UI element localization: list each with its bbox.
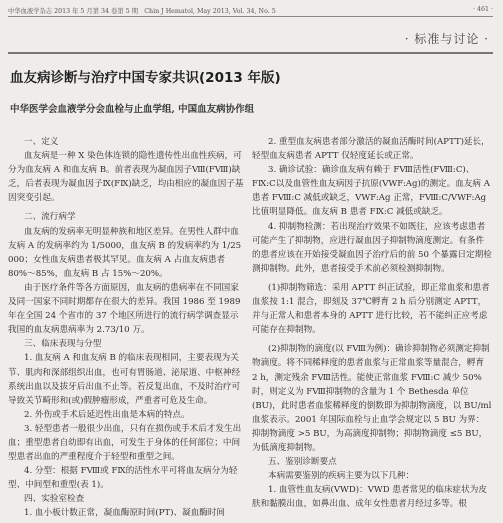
paragraph: (2)抑制物的滴度(以 FⅧ为例)：确诊抑制物必须测定抑制物滴度。将不同稀释度的患者血浆与正常血浆等量混合，孵育 2 h，测定残余 FⅧ活性。能使正常血浆 FⅧ:C 减少 50%时，则定义为 FⅧ抑制物的含量为 1 个 Bethesda 单位(BU)，此时患者血浆稀释度的倒数即为抑制物滴度，以 BU/ml 血浆表示。2001 年国际血栓与止血学会规定以 5 BU 为界：抑制物滴度 >5 BU，为高滴度抑制物；抑制物滴度 ≤5 BU，为低滴度抑制物。 [252, 344, 492, 453]
page-number: · 461 · [472, 6, 493, 13]
section-heading: 四、实验室检查 [24, 494, 85, 505]
section-heading: 三、临床表现与分型 [24, 339, 102, 350]
section-tag: · 标准与讨论 · [404, 32, 489, 46]
running-head [8, 6, 493, 15]
header-rule [8, 16, 493, 17]
section-rule [8, 52, 493, 54]
left-column [8, 135, 246, 521]
running-head-citation: 中华血液学杂志 2013 年 5 月第 34 卷第 5 期 Chin J Hematol, May 2013, Vol. 34, No. 5 [8, 8, 276, 15]
paragraph: 2. 重型血友病患者部分激活的凝血活酶时间(APTT)延长，轻型血友病患者 APTT 仅轻度延长或正常。 [252, 137, 490, 162]
paragraph: 3. 确诊试验：确诊血友病有赖于 FⅧ活性(FⅧ:C)、FⅨ:C以及血管性血友病因子抗原(VWF:Ag)的测定。血友病 A 患者 FⅧ:C 减低或缺乏，VWF:Ag 正常，FⅧ:C/VWF:Ag 比值明显降低。血友病 B 患者 FⅨ:C 减低或缺乏。 [252, 165, 490, 218]
paragraph: 血友病是一种 X 染色体连锁的隐性遗传性出血性疾病，可分为血友病 A 和血友病 B。前者表现为凝血因子Ⅷ(FⅧ)缺乏，后者表现为凝血因子Ⅸ(FⅨ)缺乏，均由相应的凝血因子基因突变引起。 [8, 151, 244, 204]
article-authors: 中华医学会血液学分会血栓与止血学组, 中国血友病协作组 [10, 104, 255, 115]
paragraph: 4. 抑制物检测：若出现治疗效果不如既往，应该考虑患者可能产生了抑制物，应进行凝血因子抑制物滴度测定。有条件的患者应该在开始接受凝血因子治疗后的前 50 个暴露日定期检测抑制物。此外，患者接受手术前必须检测抑制物。 [252, 221, 492, 274]
section-heading: 二、流行病学 [24, 212, 76, 223]
paragraph: 由于医疗条件等各方面原因，血友病的患病率在不同国家及同一国家不同时期都存在很大的差异。我国 1986 至 1989 年在全国 24 个省市的 37 个地区所进行的流行病学调查显示我国的血友病患病率为 2.73/10 万。 [8, 282, 241, 336]
paragraph: 1. 血友病 A 和血友病 B 的临床表现相同，主要表现为关节、肌肉和深部组织出血，也可有胃肠道、泌尿道、中枢神经系统出血以及拔牙后出血不止等。若反复出血，不及时治疗可导致关节畸形和(或)假肿瘤形成，严重者可危及生命。 [8, 353, 241, 406]
paragraph: 3. 轻型患者一般很少出血，只有在损伤或手术后才发生出血；重型患者自幼即有出血，可发生于身体的任何部位；中间型患者出血的严重程度介于轻型和重型之间。 [8, 423, 242, 463]
paragraph: (1)抑制物筛选：采用 APTT 纠正试验，即正常血浆和患者血浆按 1:1 混合，即刻及 37℃孵育 2 h 后分别测定 APTT，并与正常人和患者本身的 APTT 进行比较，若不能纠正应考虑可能存在抑制物。 [252, 282, 490, 336]
right-column [252, 135, 492, 511]
article-title: 血友病诊断与治疗中国专家共识(2013 年版) [10, 70, 281, 86]
paragraph: 1. 血管性血友病(VWD)：VWD 患者常见的临床症状为皮肤和黏膜出血，如鼻出血、成年女性患者月经过多等。根 [252, 485, 487, 510]
paragraph: 4. 分型：根据 FⅧ或 FⅨ的活性水平可将血友病分为轻型、中间型和重型(表 1)。 [8, 466, 238, 491]
section-heading: 五、鉴别诊断要点 [268, 457, 337, 468]
paragraph: 1. 血小板计数正常，凝血酶原时间(PT)、凝血酶时间 [24, 508, 226, 519]
paragraph: 本病需要鉴别的疾病主要为以下几种： [268, 471, 415, 482]
paragraph: 2. 外伤或手术后延迟性出血是本病的特点。 [24, 409, 190, 420]
paragraph: 血友病的发病率无明显种族和地区差异。在男性人群中血友病 A 的发病率约为 1/5000，血友病 B 的发病率约为 1/25 000；女性血友病患者极其罕见。血友病 A 占血友病患者 80%～85%，血友病 B 占 15%～20%。 [8, 226, 242, 279]
section-heading: 一、定义 [24, 137, 59, 147]
